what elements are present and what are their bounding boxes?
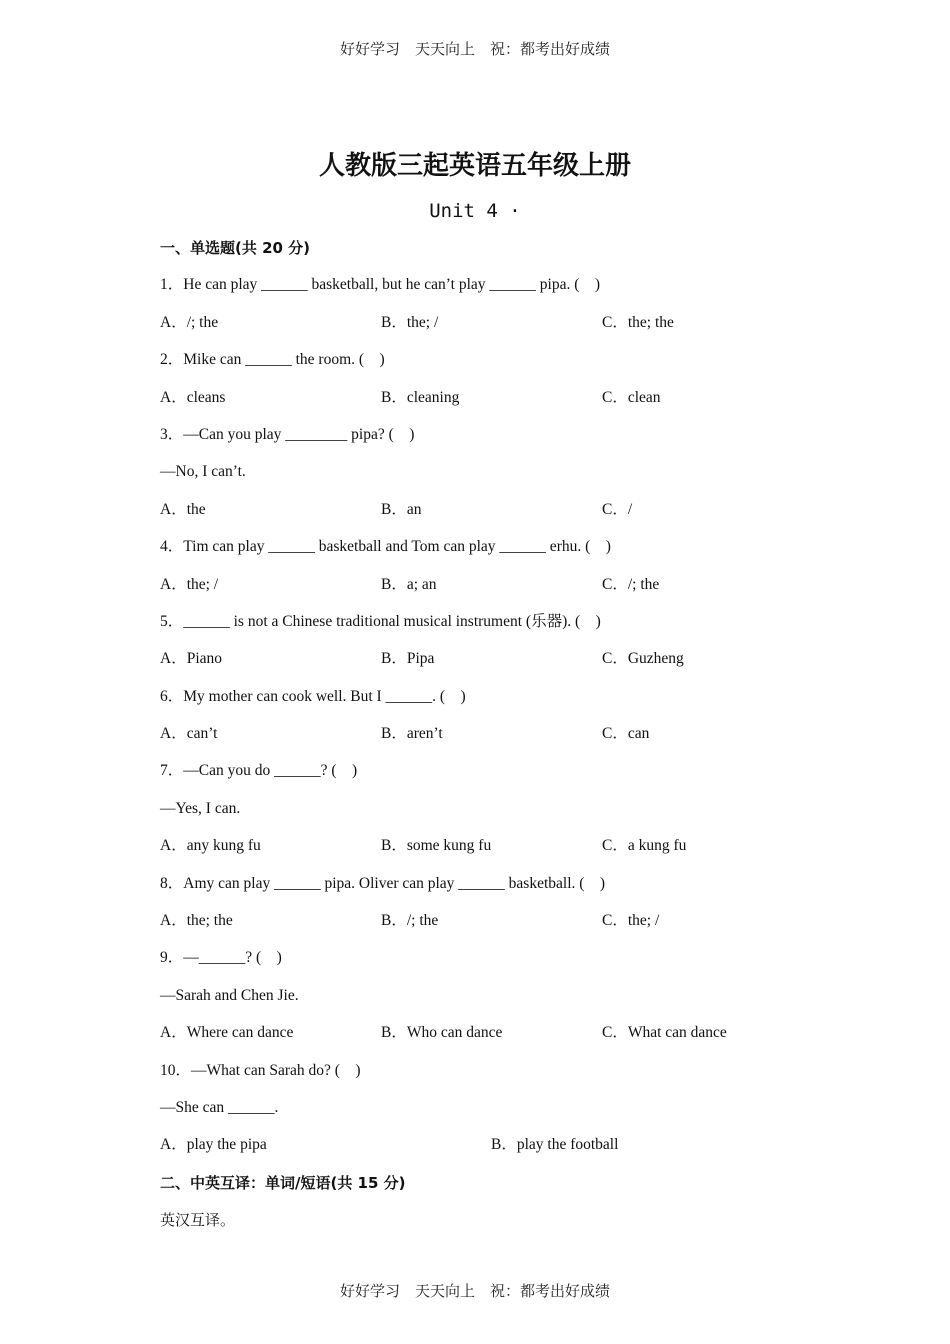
option-c: C．/; the <box>602 575 660 593</box>
option-a: A．cleans <box>160 388 226 406</box>
option-c: C．can <box>602 725 650 743</box>
question-7: 7．—Can you do ______? ( ) <box>160 762 358 780</box>
page-header: 好好学习 天天向上 祝：都考出好成绩 <box>339 40 610 58</box>
question-5: 5．______ is not a Chinese traditional musical instrument (乐器). ( ) <box>160 612 601 630</box>
option-b: B．Pipa <box>381 650 435 668</box>
option-a: A．the <box>160 500 206 518</box>
option-a: A．Where can dance <box>160 1024 294 1042</box>
question-9: 9．—______? ( ) <box>160 949 282 967</box>
option-a: A．can’t <box>160 725 218 743</box>
question-6: 6．My mother can cook well. But I ______. ( ) <box>160 687 466 705</box>
question-4: 4．Tim can play ______ basketball and Tom can play ______ erhu. ( ) <box>160 538 611 556</box>
option-c: C．clean <box>602 388 661 406</box>
question-list <box>160 237 800 1247</box>
option-b: B．an <box>381 500 422 518</box>
option-c: C．/ <box>602 500 633 518</box>
options-1 <box>160 312 800 349</box>
option-b: B．Who can dance <box>381 1024 503 1042</box>
section-heading-2: 二、中英互译：单词/短语(共 15 分) <box>160 1173 406 1192</box>
question-3-reply: —No, I can’t. <box>160 463 246 481</box>
option-a: A．the; the <box>160 912 233 930</box>
option-a: A．play the pipa <box>160 1136 267 1154</box>
page-subtitle: Unit 4 · <box>429 200 521 222</box>
option-c: C．What can dance <box>602 1024 727 1042</box>
question-9-reply: —Sarah and Chen Jie. <box>160 986 299 1004</box>
options-6 <box>160 723 800 760</box>
section-2-instruction: 英汉互译。 <box>160 1211 236 1230</box>
options-4 <box>160 574 800 611</box>
option-b: B．some kung fu <box>381 837 492 855</box>
options-7 <box>160 835 800 872</box>
option-b: B．/; the <box>381 912 439 930</box>
option-a: A．any kung fu <box>160 837 261 855</box>
option-b: B．aren’t <box>381 725 443 743</box>
options-10 <box>160 1134 800 1171</box>
question-8: 8．Amy can play ______ pipa. Oliver can play ______ basketball. ( ) <box>160 874 606 892</box>
option-b: B．cleaning <box>381 388 460 406</box>
option-c: C．the; the <box>602 313 674 331</box>
page-title: 人教版三起英语五年级上册 <box>318 151 631 181</box>
option-b: B．the; / <box>381 313 439 331</box>
question-3: 3．—Can you play ________ pipa? ( ) <box>160 425 415 443</box>
page-footer: 好好学习 天天向上 祝：都考出好成绩 <box>339 1282 610 1300</box>
option-a: A．/; the <box>160 313 219 331</box>
option-c: C．Guzheng <box>602 650 684 668</box>
options-9 <box>160 1022 800 1059</box>
options-8 <box>160 910 800 947</box>
question-7-reply: —Yes, I can. <box>160 799 241 817</box>
option-a: A．Piano <box>160 650 223 668</box>
question-10: 10．—What can Sarah do? ( ) <box>160 1061 361 1079</box>
question-2: 2．Mike can ______ the room. ( ) <box>160 351 385 369</box>
option-b: B．play the football <box>491 1136 619 1154</box>
section-heading-1: 一、单选题(共 20 分) <box>160 239 311 257</box>
option-b: B．a; an <box>381 575 437 593</box>
options-3 <box>160 499 800 536</box>
option-a: A．the; / <box>160 575 219 593</box>
options-5 <box>160 648 800 685</box>
option-c: C．the; / <box>602 912 660 930</box>
option-c: C．a kung fu <box>602 837 687 855</box>
options-2 <box>160 387 800 424</box>
question-10-reply: —She can ______. <box>160 1098 279 1116</box>
question-1: 1．He can play ______ basketball, but he can’t play ______ pipa. ( ) <box>160 276 601 294</box>
